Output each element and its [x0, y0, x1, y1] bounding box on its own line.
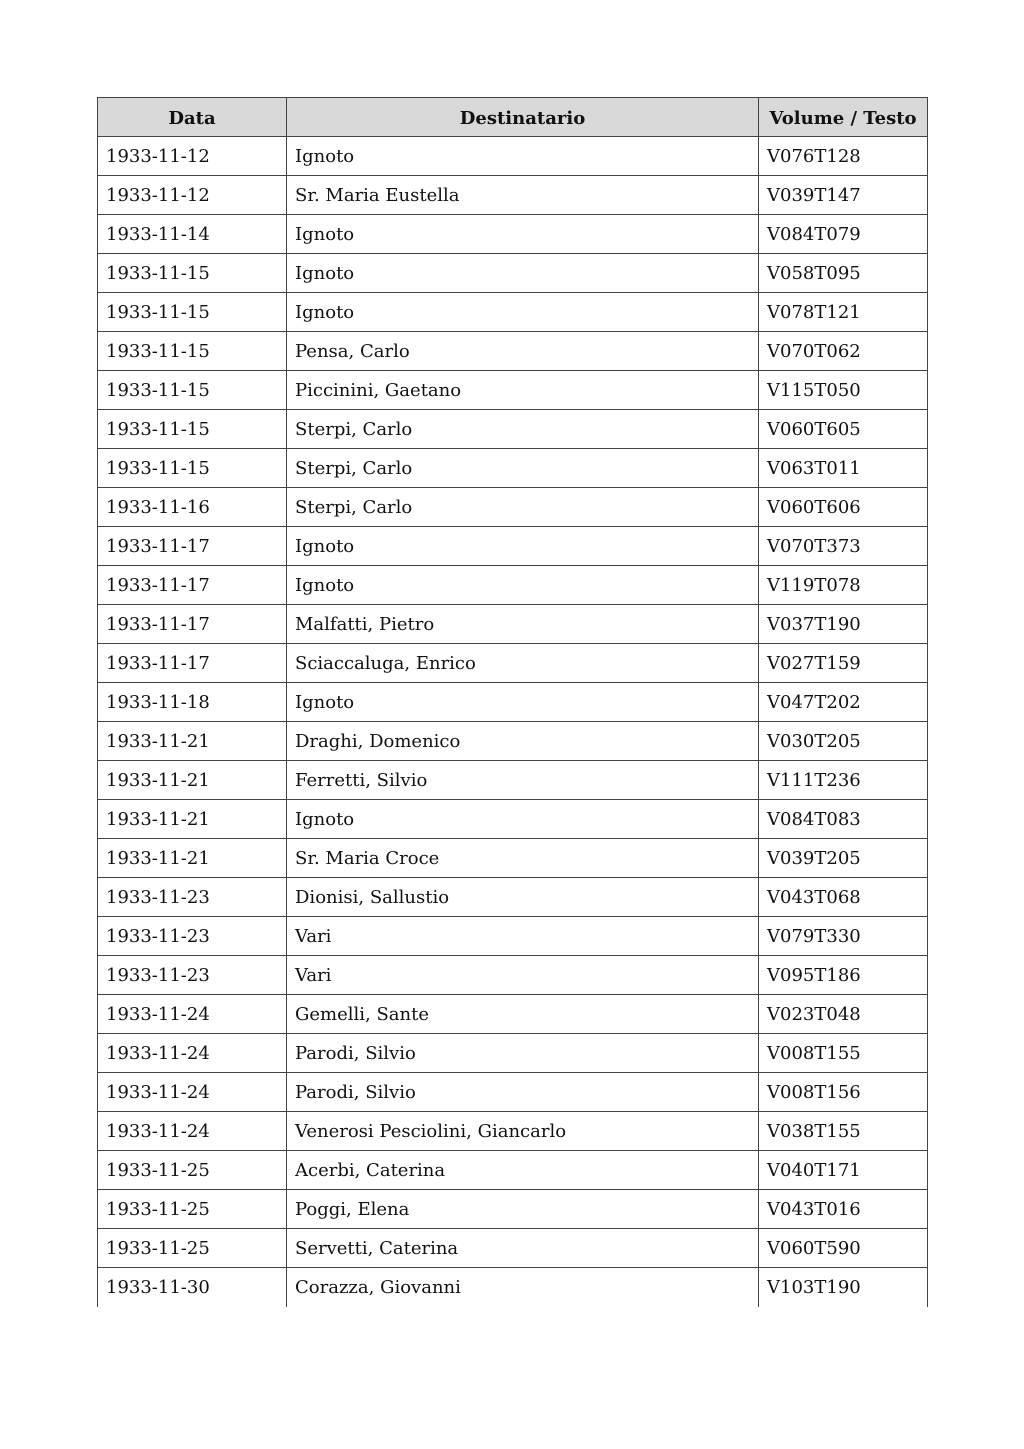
- cell-recipient: Vari: [287, 917, 759, 956]
- table-row: [98, 410, 928, 449]
- cell-recipient: Sr. Maria Croce: [287, 839, 759, 878]
- table-row: [98, 1112, 928, 1151]
- cell-volume: V060T590: [759, 1229, 928, 1268]
- table-row: [98, 254, 928, 293]
- cell-recipient: Ignoto: [287, 215, 759, 254]
- cell-volume: V038T155: [759, 1112, 928, 1151]
- header-row: [98, 98, 928, 137]
- table-row: [98, 722, 928, 761]
- cell-recipient: Acerbi, Caterina: [287, 1151, 759, 1190]
- table-row: [98, 332, 928, 371]
- cell-volume: V040T171: [759, 1151, 928, 1190]
- cell-volume: V070T373: [759, 527, 928, 566]
- cell-date: 1933-11-23: [98, 956, 287, 995]
- cell-date: 1933-11-24: [98, 1034, 287, 1073]
- cell-volume: V111T236: [759, 761, 928, 800]
- cell-recipient: Corazza, Giovanni: [287, 1268, 759, 1307]
- cell-volume: V058T095: [759, 254, 928, 293]
- table-row: [98, 293, 928, 332]
- column-header-volume: Volume / Testo: [759, 98, 928, 137]
- cell-date: 1933-11-24: [98, 995, 287, 1034]
- table-row: [98, 917, 928, 956]
- cell-recipient: Ignoto: [287, 683, 759, 722]
- cell-recipient: Ignoto: [287, 254, 759, 293]
- cell-date: 1933-11-24: [98, 1112, 287, 1151]
- letters-table: [97, 97, 928, 1307]
- cell-date: 1933-11-15: [98, 332, 287, 371]
- cell-volume: V039T147: [759, 176, 928, 215]
- cell-date: 1933-11-12: [98, 137, 287, 176]
- cell-recipient: Sterpi, Carlo: [287, 410, 759, 449]
- column-header-date: Data: [98, 98, 287, 137]
- cell-recipient: Sterpi, Carlo: [287, 488, 759, 527]
- cell-volume: V008T155: [759, 1034, 928, 1073]
- cell-recipient: Dionisi, Sallustio: [287, 878, 759, 917]
- table-body: [98, 137, 928, 1307]
- table-row: [98, 761, 928, 800]
- cell-recipient: Venerosi Pesciolini, Giancarlo: [287, 1112, 759, 1151]
- cell-recipient: Ferretti, Silvio: [287, 761, 759, 800]
- table-row: [98, 488, 928, 527]
- cell-date: 1933-11-21: [98, 800, 287, 839]
- cell-date: 1933-11-15: [98, 254, 287, 293]
- table-row: [98, 839, 928, 878]
- cell-date: 1933-11-15: [98, 449, 287, 488]
- cell-volume: V043T016: [759, 1190, 928, 1229]
- cell-date: 1933-11-14: [98, 215, 287, 254]
- cell-volume: V063T011: [759, 449, 928, 488]
- table-row: [98, 527, 928, 566]
- table-row: [98, 449, 928, 488]
- cell-recipient: Pensa, Carlo: [287, 332, 759, 371]
- cell-date: 1933-11-24: [98, 1073, 287, 1112]
- cell-recipient: Piccinini, Gaetano: [287, 371, 759, 410]
- cell-volume: V008T156: [759, 1073, 928, 1112]
- cell-volume: V043T068: [759, 878, 928, 917]
- cell-date: 1933-11-17: [98, 644, 287, 683]
- table-row: [98, 1190, 928, 1229]
- cell-date: 1933-11-16: [98, 488, 287, 527]
- cell-date: 1933-11-23: [98, 917, 287, 956]
- cell-volume: V115T050: [759, 371, 928, 410]
- cell-recipient: Ignoto: [287, 527, 759, 566]
- cell-recipient: Vari: [287, 956, 759, 995]
- table-row: [98, 878, 928, 917]
- cell-date: 1933-11-12: [98, 176, 287, 215]
- cell-recipient: Poggi, Elena: [287, 1190, 759, 1229]
- cell-date: 1933-11-15: [98, 371, 287, 410]
- cell-volume: V023T048: [759, 995, 928, 1034]
- cell-date: 1933-11-25: [98, 1229, 287, 1268]
- table-row: [98, 1073, 928, 1112]
- cell-volume: V037T190: [759, 605, 928, 644]
- cell-date: 1933-11-25: [98, 1151, 287, 1190]
- cell-volume: V060T606: [759, 488, 928, 527]
- cell-date: 1933-11-21: [98, 722, 287, 761]
- table-row: [98, 1151, 928, 1190]
- cell-recipient: Sterpi, Carlo: [287, 449, 759, 488]
- cell-date: 1933-11-15: [98, 293, 287, 332]
- table-row: [98, 1034, 928, 1073]
- cell-volume: V084T079: [759, 215, 928, 254]
- cell-recipient: Sr. Maria Eustella: [287, 176, 759, 215]
- cell-date: 1933-11-17: [98, 605, 287, 644]
- cell-volume: V047T202: [759, 683, 928, 722]
- table-row: [98, 371, 928, 410]
- table-row: [98, 1229, 928, 1268]
- cell-recipient: Ignoto: [287, 800, 759, 839]
- table-row: [98, 683, 928, 722]
- cell-date: 1933-11-23: [98, 878, 287, 917]
- cell-volume: V079T330: [759, 917, 928, 956]
- cell-volume: V060T605: [759, 410, 928, 449]
- cell-volume: V078T121: [759, 293, 928, 332]
- table-row: [98, 137, 928, 176]
- table-row: [98, 176, 928, 215]
- cell-date: 1933-11-30: [98, 1268, 287, 1307]
- cell-date: 1933-11-17: [98, 566, 287, 605]
- cell-volume: V095T186: [759, 956, 928, 995]
- cell-volume: V030T205: [759, 722, 928, 761]
- cell-date: 1933-11-18: [98, 683, 287, 722]
- cell-recipient: Servetti, Caterina: [287, 1229, 759, 1268]
- cell-volume: V119T078: [759, 566, 928, 605]
- cell-volume: V103T190: [759, 1268, 928, 1307]
- table-row: [98, 605, 928, 644]
- cell-date: 1933-11-21: [98, 761, 287, 800]
- cell-date: 1933-11-25: [98, 1190, 287, 1229]
- table-row: [98, 1268, 928, 1307]
- cell-recipient: Ignoto: [287, 293, 759, 332]
- cell-recipient: Sciaccaluga, Enrico: [287, 644, 759, 683]
- cell-recipient: Gemelli, Sante: [287, 995, 759, 1034]
- table-row: [98, 215, 928, 254]
- cell-date: 1933-11-15: [98, 410, 287, 449]
- table-row: [98, 800, 928, 839]
- cell-recipient: Draghi, Domenico: [287, 722, 759, 761]
- column-header-recipient: Destinatario: [287, 98, 759, 137]
- cell-recipient: Parodi, Silvio: [287, 1034, 759, 1073]
- cell-volume: V039T205: [759, 839, 928, 878]
- cell-volume: V084T083: [759, 800, 928, 839]
- cell-date: 1933-11-17: [98, 527, 287, 566]
- table-row: [98, 956, 928, 995]
- cell-date: 1933-11-21: [98, 839, 287, 878]
- table-header: [98, 98, 928, 137]
- cell-recipient: Malfatti, Pietro: [287, 605, 759, 644]
- table-row: [98, 644, 928, 683]
- table-row: [98, 995, 928, 1034]
- cell-recipient: Parodi, Silvio: [287, 1073, 759, 1112]
- cell-recipient: Ignoto: [287, 566, 759, 605]
- cell-recipient: Ignoto: [287, 137, 759, 176]
- cell-volume: V076T128: [759, 137, 928, 176]
- table-row: [98, 566, 928, 605]
- cell-volume: V027T159: [759, 644, 928, 683]
- cell-volume: V070T062: [759, 332, 928, 371]
